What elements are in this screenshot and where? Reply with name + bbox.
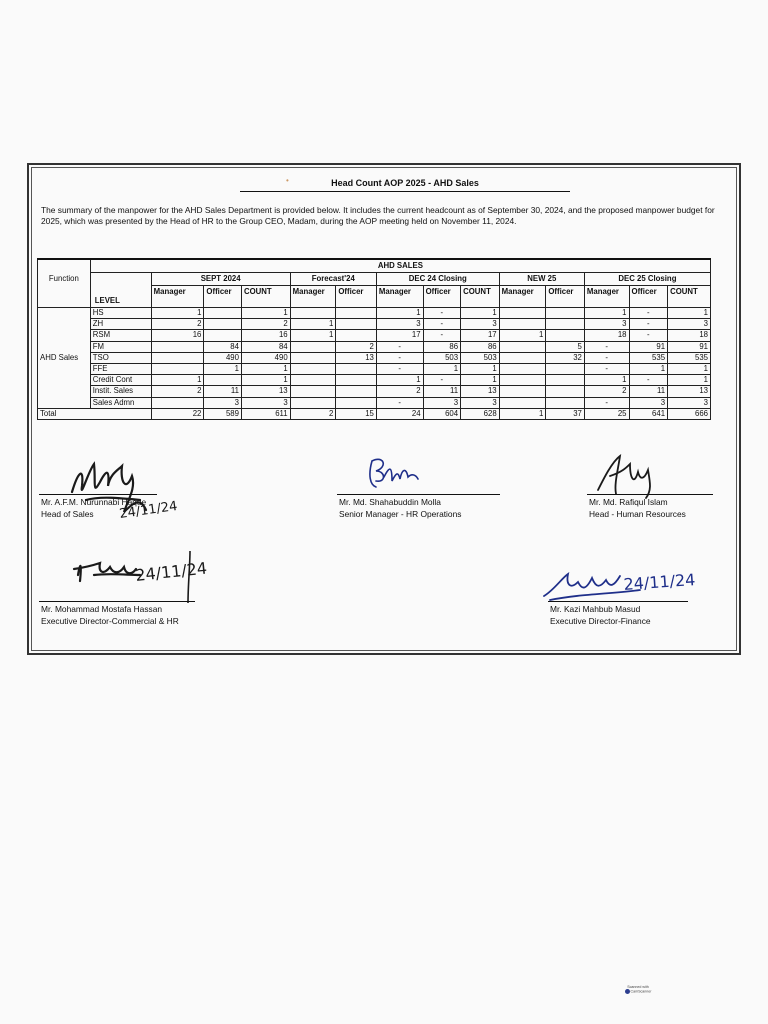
svg-text:24/11/24: 24/11/24	[118, 498, 179, 522]
table-cell: -	[629, 319, 668, 330]
total-cell: 641	[629, 408, 668, 419]
total-cell: 1	[499, 408, 546, 419]
table-cell: 3	[204, 397, 242, 408]
total-cell: 25	[584, 408, 629, 419]
table-cell: 490	[204, 352, 242, 363]
column-header: Officer	[336, 286, 377, 308]
table-cell: -	[376, 397, 423, 408]
table-cell: 1	[629, 363, 668, 374]
total-label: Total	[38, 408, 152, 419]
table-cell: 1	[376, 375, 423, 386]
signature-line	[39, 601, 195, 602]
camscanner-badge	[624, 985, 652, 994]
table-cell: 1	[423, 363, 461, 374]
total-cell: 15	[336, 408, 377, 419]
total-cell: 628	[461, 408, 500, 419]
table-row	[38, 319, 711, 330]
table-cell: 2	[376, 386, 423, 397]
table-cell: 3	[668, 397, 711, 408]
signatory-title: Head of Sales	[41, 508, 94, 519]
level-cell: FM	[90, 341, 151, 352]
table-cell	[336, 397, 377, 408]
table-cell: 5	[546, 341, 585, 352]
table-cell: 1	[151, 375, 204, 386]
column-header: Manager	[499, 286, 546, 308]
table-cell	[204, 330, 242, 341]
table-cell: 16	[241, 330, 290, 341]
table-cell: -	[584, 341, 629, 352]
table-cell: 13	[241, 386, 290, 397]
table-row	[38, 397, 711, 408]
column-header: COUNT	[461, 286, 500, 308]
table-row	[38, 341, 711, 352]
signature-head-hr	[590, 450, 670, 500]
table-cell	[151, 397, 204, 408]
table-cell: 2	[151, 319, 204, 330]
table-cell: -	[376, 363, 423, 374]
signatory-block	[550, 604, 651, 627]
table-cell: 3	[584, 319, 629, 330]
table-cell	[546, 330, 585, 341]
table-cell	[336, 308, 377, 319]
table-cell: 91	[668, 341, 711, 352]
table-cell: 32	[546, 352, 585, 363]
table-cell: 3	[241, 397, 290, 408]
signature-line	[337, 494, 500, 495]
table-cell: 18	[584, 330, 629, 341]
signatory-block	[41, 497, 146, 520]
group-header: DEC 24 Closing	[376, 273, 499, 286]
table-cell: 13	[668, 386, 711, 397]
signatory-block	[41, 604, 179, 627]
table-cell: 3	[668, 319, 711, 330]
table-cell: 2	[151, 386, 204, 397]
table-cell: 2	[336, 341, 377, 352]
intro-paragraph: The summary of the manpower for the AHD Sales Department is provided below. It includes the current headcount as of September 30, 2024, and the proposed manpower budget for 2025, which was presented by the Head of HR to the Group CEO, Madam, during the AOP meeting held on November 11, 2024.	[41, 205, 715, 226]
table-cell: -	[423, 330, 461, 341]
table-cell	[546, 363, 585, 374]
table-cell: 1	[461, 363, 500, 374]
table-cell	[546, 319, 585, 330]
table-cell: -	[376, 341, 423, 352]
function-cell: AHD Sales	[38, 308, 91, 409]
table-cell: 11	[423, 386, 461, 397]
table-cell	[336, 319, 377, 330]
table-cell: 1	[461, 308, 500, 319]
level-cell: Sales Admn	[90, 397, 151, 408]
table-cell: 1	[241, 375, 290, 386]
table-row	[38, 363, 711, 374]
column-header: Officer	[546, 286, 585, 308]
level-header: LEVEL	[90, 286, 151, 308]
signatory-name: Mr. Mohammad Mostafa Hassan	[41, 604, 163, 614]
table-cell	[546, 397, 585, 408]
group-header: NEW 25	[499, 273, 584, 286]
svg-text:24/11/24: 24/11/24	[134, 558, 208, 585]
table-cell	[499, 397, 546, 408]
table-cell: -	[423, 308, 461, 319]
group-header: DEC 25 Closing	[584, 273, 710, 286]
camscanner-logo-icon	[625, 989, 630, 994]
table-cell: 2	[241, 319, 290, 330]
table-cell	[151, 352, 204, 363]
table-cell: 3	[461, 397, 500, 408]
column-header: Manager	[151, 286, 204, 308]
table-cell	[290, 341, 336, 352]
signatory-name: Mr. A.F.M. Nurunnabi Haque	[41, 497, 147, 507]
table-cell: -	[584, 352, 629, 363]
table-row	[38, 375, 711, 386]
total-row	[38, 408, 711, 419]
total-cell: 666	[668, 408, 711, 419]
table-cell: 1	[461, 375, 500, 386]
table-cell: 1	[668, 375, 711, 386]
table-cell: 84	[204, 341, 242, 352]
table-cell: 11	[204, 386, 242, 397]
table-cell: -	[584, 397, 629, 408]
table-cell: 16	[151, 330, 204, 341]
total-cell: 24	[376, 408, 423, 419]
scanner-line-1: Scanned with	[627, 985, 649, 989]
table-cell	[499, 386, 546, 397]
table-cell	[151, 341, 204, 352]
table-cell: 3	[376, 319, 423, 330]
signatory-title: Head - Human Resources	[589, 508, 686, 519]
signatory-title: Executive Director-Commercial & HR	[41, 615, 179, 626]
table-cell: 86	[461, 341, 500, 352]
total-cell: 611	[241, 408, 290, 419]
signature-line	[39, 494, 157, 495]
table-cell	[336, 330, 377, 341]
table-cell	[204, 375, 242, 386]
signature-hr-operations	[362, 455, 422, 495]
table-cell: 503	[461, 352, 500, 363]
title-underline	[240, 191, 570, 192]
table-cell	[290, 375, 336, 386]
stray-mark: •	[286, 176, 289, 185]
table-cell: 1	[241, 363, 290, 374]
table-cell	[290, 386, 336, 397]
document-title: Head Count AOP 2025 - AHD Sales	[331, 178, 479, 188]
table-cell	[336, 386, 377, 397]
signatory-name: Mr. Md. Shahabuddin Molla	[339, 497, 441, 507]
table-cell	[546, 386, 585, 397]
table-cell: 1	[241, 308, 290, 319]
table-cell	[336, 363, 377, 374]
table-row	[38, 352, 711, 363]
table-cell: 1	[290, 319, 336, 330]
signatory-block	[589, 497, 686, 520]
table-cell	[290, 363, 336, 374]
svg-text:24/11/24: 24/11/24	[622, 570, 696, 594]
table-cell: 1	[584, 375, 629, 386]
table-row	[38, 386, 711, 397]
table-cell	[546, 375, 585, 386]
table-cell	[499, 341, 546, 352]
headcount-table	[37, 258, 711, 420]
table-cell	[499, 308, 546, 319]
table-cell: 1	[290, 330, 336, 341]
table-cell	[204, 308, 242, 319]
total-cell: 604	[423, 408, 461, 419]
signatory-title: Senior Manager - HR Operations	[339, 508, 462, 519]
table-cell	[204, 319, 242, 330]
table-cell	[290, 352, 336, 363]
table-cell: 3	[423, 397, 461, 408]
table-cell	[290, 397, 336, 408]
table-cell: 2	[584, 386, 629, 397]
table-cell: 1	[668, 363, 711, 374]
table-cell: 1	[204, 363, 242, 374]
signatory-name: Mr. Md. Rafiqul Islam	[589, 497, 668, 507]
column-header: Officer	[423, 286, 461, 308]
function-header: Function	[38, 273, 91, 286]
table-cell: 86	[423, 341, 461, 352]
level-cell: ZH	[90, 319, 151, 330]
table-cell: 1	[151, 308, 204, 319]
signatory-name: Mr. Kazi Mahbub Masud	[550, 604, 641, 614]
table-cell: 1	[499, 330, 546, 341]
table-cell: 17	[376, 330, 423, 341]
table-cell: 535	[629, 352, 668, 363]
table-cell: 84	[241, 341, 290, 352]
column-header: Officer	[204, 286, 242, 308]
signature-line	[548, 601, 688, 602]
total-cell: 22	[151, 408, 204, 419]
table-cell: 11	[629, 386, 668, 397]
table-cell	[290, 308, 336, 319]
table-cell: -	[584, 363, 629, 374]
table-cell: 17	[461, 330, 500, 341]
table-cell: 503	[423, 352, 461, 363]
signature-line	[587, 494, 713, 495]
table-cell: 1	[668, 308, 711, 319]
table-row	[38, 330, 711, 341]
group-header: SEPT 2024	[151, 273, 290, 286]
table-cell: -	[376, 352, 423, 363]
column-header: COUNT	[241, 286, 290, 308]
table-cell: 1	[584, 308, 629, 319]
total-cell: 2	[290, 408, 336, 419]
level-cell: TSO	[90, 352, 151, 363]
column-header: Officer	[629, 286, 668, 308]
total-cell: 37	[546, 408, 585, 419]
column-header: Manager	[376, 286, 423, 308]
table-cell: -	[629, 375, 668, 386]
column-header: COUNT	[668, 286, 711, 308]
table-cell: -	[629, 308, 668, 319]
table-cell: -	[629, 330, 668, 341]
table-cell: 490	[241, 352, 290, 363]
level-cell: RSM	[90, 330, 151, 341]
total-cell: 589	[204, 408, 242, 419]
column-header: Manager	[584, 286, 629, 308]
signature-ed-finance	[540, 560, 730, 605]
table-cell: 1	[376, 308, 423, 319]
column-header: Manager	[290, 286, 336, 308]
table-cell	[336, 375, 377, 386]
table-cell	[499, 363, 546, 374]
signature-ed-commercial	[70, 545, 210, 605]
signatory-title: Executive Director-Finance	[550, 615, 651, 626]
table-cell	[546, 308, 585, 319]
table-cell: -	[423, 375, 461, 386]
table-cell: 13	[461, 386, 500, 397]
table-cell	[499, 319, 546, 330]
table-cell	[499, 352, 546, 363]
level-cell: Instit. Sales	[90, 386, 151, 397]
table-cell: 91	[629, 341, 668, 352]
table-cell: -	[423, 319, 461, 330]
table-cell: 3	[629, 397, 668, 408]
table-cell	[499, 375, 546, 386]
level-cell: HS	[90, 308, 151, 319]
group-header: Forecast'24	[290, 273, 376, 286]
level-cell: FFE	[90, 363, 151, 374]
level-cell: Credit Cont	[90, 375, 151, 386]
table-cell: 18	[668, 330, 711, 341]
signatory-block	[339, 497, 461, 520]
table-cell	[151, 363, 204, 374]
table-cell: 3	[461, 319, 500, 330]
table-main-header: AHD SALES	[90, 259, 710, 273]
scanner-line-2: CamScanner	[630, 989, 652, 994]
table-cell: 13	[336, 352, 377, 363]
table-row	[38, 308, 711, 319]
table-cell: 535	[668, 352, 711, 363]
